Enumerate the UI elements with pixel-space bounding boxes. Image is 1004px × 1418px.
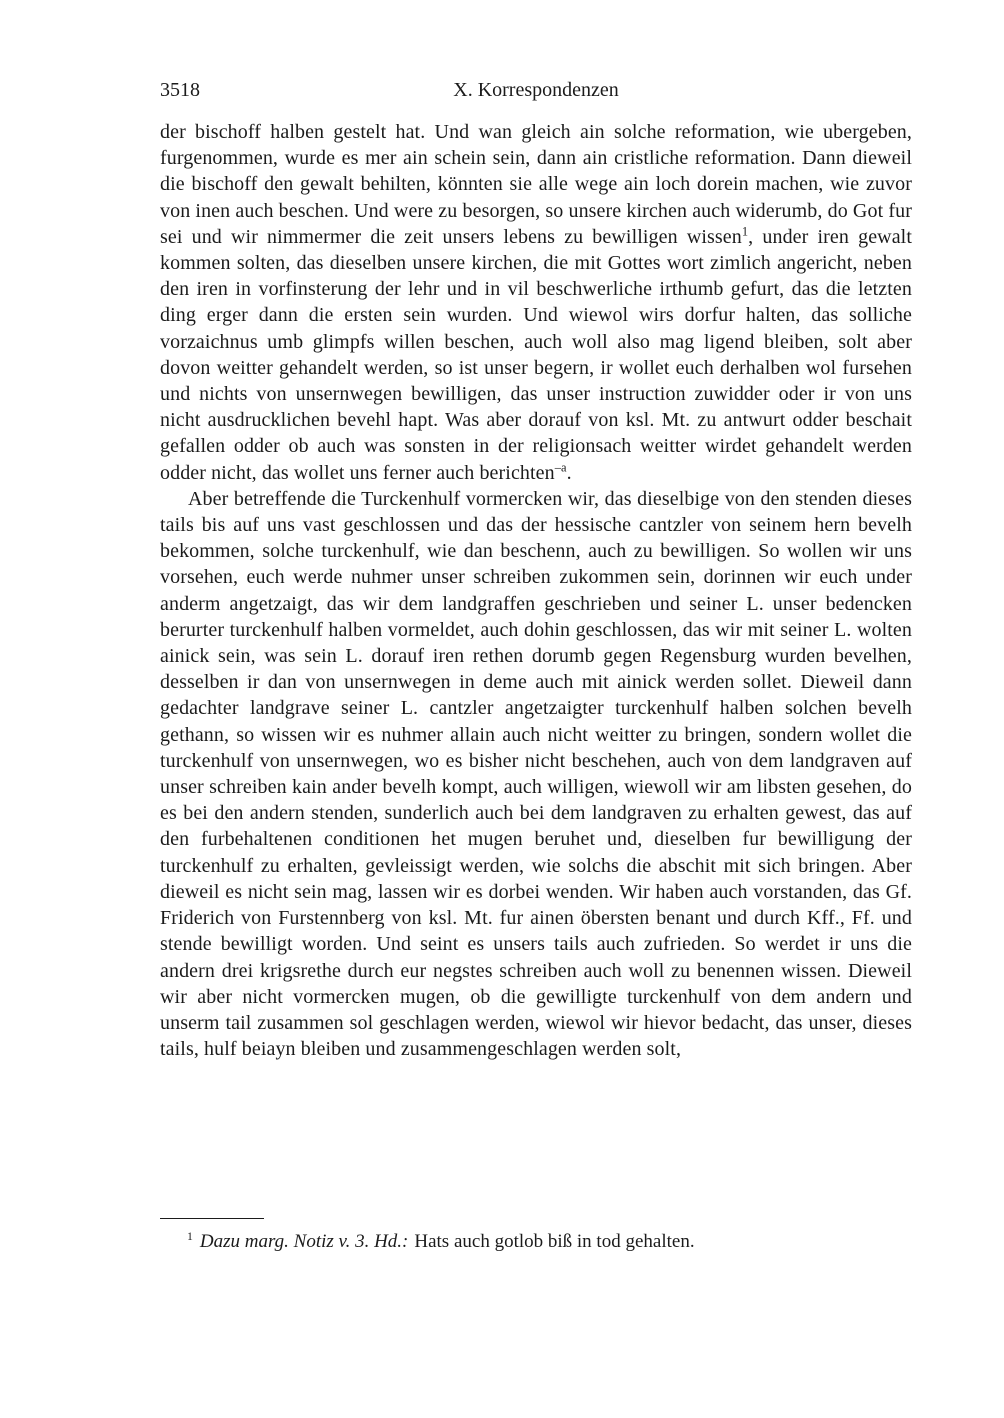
paragraph-1-text-a: der bischoff halben gestelt hat. Und wan gleich ain solche reformation, wie ubergeben, furgenommen, wurde es mer ain schein sein, dann ain cristliche reformation. Dann dieweil die bischoff den gewalt behilten, könnten sie alle wege ain loch dorein machen, wie zuvor von inen auch beschen. Und were zu besorgen, so unsere kirchen auch widerumb, do Got fur sei und wir nimmermer die zeit unsers lebens zu bewilligen wissen [160,121,912,248]
running-title: X. Korrespondenzen [453,79,619,101]
footnote-editorial-note: Dazu marg. Notiz v. 3. Hd.: [199,1231,409,1252]
footnote-rule [160,1218,264,1219]
paragraph-1-text-c: . [566,461,572,484]
body-text-block [160,119,912,1062]
paragraph-1-text-b: , under iren gewalt kommen solten, das dieselben unsere kirchen, die mit Gottes wort zimlich angericht, neben den iren in vorfinsterung der lehr und in vil beschwerliche irthumb gefurt, das die letzten ding erger dann die ersten sein wurden. Und wiewol wirs dorfur halten, das solliche vorzaichnus umb glimpfs willen beschen, auch woll also mag ligend bleiben, solt aber dovon weitter gehandelt werden, so ist unser begern, ir wollet euch derhalben wol fursehen und nichts von unsernwegen bewilligen, das unser instruction zuwidder oder ir von uns nicht ausdrucklichen bevehl hapt. Was aber dorauf von ksl. Mt. zu antwurt odder beschait gefallen odder ob auch was sonsten in der religionsach weitter wirdet gehandelt werden odder nicht, das wollet uns ferner auch berichten [160,225,912,484]
footnote-area [160,1218,912,1254]
footnote-reference-1: 1 [741,224,749,239]
page-number: 3518 [160,79,200,101]
footnote-1 [160,1229,912,1254]
running-header [160,78,912,102]
apparatus-reference-a: –a [554,459,567,474]
paragraph-2-text: Aber betreffende die Turckenhulf vormercken wir, das dieselbige von den stenden dieses tails bis auf uns vast geschlossen und das der hessische cantzler von seinem hern bevelh bekommen, solche turckenhulf, wie dan beschenn, auch zu bewilligen. So wollen wir uns vorsehen, euch werde nuhmer unser schreiben zukommen sein, dorinnen wir euch under anderm angetzaigt, das wir dem landgraffen geschrieben und seiner L. unser bedencken berurter turckenhulf halben vormeldet, auch dohin geschlossen, das wir mit seiner L. wolten ainick sein, was sein L. dorauf iren rethen dorumb gegen Regensburg wurden bevelhen, desselben ir dan von unsernwegen in deme auch mit ainick werden sollet. Dieweil dann gedachter landgrave seiner L. cantzler angetzaigter turckenhulf halben solchen bevelh gethann, so wissen wir es nuhmer allain auch nicht weitter zu bringen, sondern wollet die turckenhulf von unsernwegen, wo es bisher nicht beschehen, auch von dem landgraven auf unser schreiben kain ander bevelh kompt, auch willigen, wiewoll wir am libsten gesehen, do es bei den andern stenden, sunderlich auch bei dem landgraven zu erhalten gewest, das auf den furbehaltenen conditionen het mugen beruhet und, dieselben fur bewilligung der turckenhulf zu erhalten, gevleissigt werden, wie solchs die abschit mit sich bringen. Aber dieweil es nicht sein mag, lassen wir es dorbei wenden. Wir haben auch vorstanden, das Gf. Friderich von Furstennberg von ksl. Mt. fur ainen öbersten benant und durch Kff., Ff. und stende bewilligt worden. Und seint es unsers tails auch zufrieden. So werdet ir uns die andern drei krigsrethe durch eur negstes schreiben auch woll zu benennen wissen. Dieweil wir aber nicht vormercken mugen, ob die gewilligte turckenhulf von dem andern und unserm tail zusammen sol geschlagen werden, wiewol wir hievor bedacht, das unser, dieses tails, hulf beiayn bleiben und zusammengeschlagen werden solt, [160,487,912,1061]
footnote-marker: 1 [187,1229,193,1243]
paragraph-1 [160,119,912,486]
paragraph-2 [160,486,912,1062]
footnote-text: Hats auch gotlob biß in tod gehalten. [414,1231,695,1252]
